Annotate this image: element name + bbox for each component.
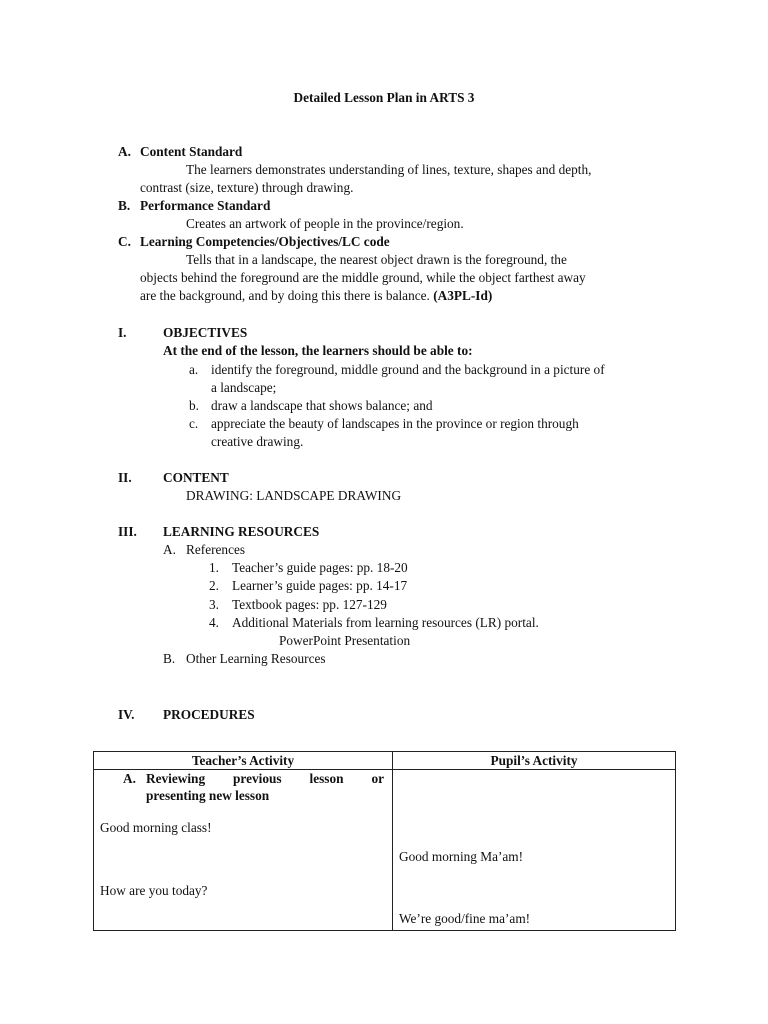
objective-a-line2: a landscape; (211, 380, 277, 395)
teacher-line: Good morning class! (100, 820, 212, 835)
teacher-line: How are you today? (100, 883, 208, 898)
resources-numeral: III. (118, 524, 137, 539)
objective-a-line1: identify the foreground, middle ground and the background in a picture of (211, 362, 605, 377)
teacher-activity-cell (94, 770, 393, 931)
reference-3-text: Textbook pages: pp. 127-129 (232, 597, 387, 612)
pupil-activity-cell (393, 770, 676, 931)
objective-c-line1: appreciate the beauty of landscapes in the province or region through (211, 416, 579, 431)
competency-code: (A3PL-Id) (433, 288, 493, 303)
section-c-text-line3: are the background, and by doing this there is balance. (140, 288, 430, 303)
section-c-heading: Learning Competencies/Objectives/LC code (140, 234, 390, 249)
pupil-activity-header: Pupil’s Activity (393, 752, 676, 770)
step-a-word: Reviewing (146, 771, 206, 786)
other-resources-heading: Other Learning Resources (186, 651, 326, 666)
section-c-label: C. (118, 234, 131, 249)
references-heading: References (186, 542, 246, 557)
procedures-heading: PROCEDURES (163, 707, 255, 722)
section-a-heading: Content Standard (140, 144, 243, 159)
reference-4-num: 4. (209, 615, 219, 630)
additional-materials-sub: PowerPoint Presentation (279, 633, 411, 648)
step-a-label: A. (123, 771, 136, 786)
objectives-numeral: I. (118, 325, 127, 340)
reference-1-num: 1. (209, 560, 219, 575)
objective-b-line1: draw a landscape that shows balance; and (211, 398, 433, 413)
reference-2-num: 2. (209, 578, 219, 593)
pupil-line: We’re good/fine ma’am! (399, 911, 531, 926)
reference-2-text: Learner’s guide pages: pp. 14-17 (232, 578, 408, 593)
table-row (94, 770, 676, 931)
objective-b-marker: b. (189, 398, 199, 413)
objective-c-line2: creative drawing. (211, 434, 304, 449)
section-b-text: Creates an artwork of people in the province/region. (186, 216, 464, 231)
step-a-title-line1 (146, 770, 384, 788)
section-a-text-line1: The learners demonstrates understanding of lines, texture, shapes and depth, (186, 162, 592, 177)
reference-3-num: 3. (209, 597, 219, 612)
reference-4-text: Additional Materials from learning resources (LR) portal. (232, 615, 539, 630)
reference-1-text: Teacher’s guide pages: pp. 18-20 (232, 560, 408, 575)
step-a-word: or (371, 771, 384, 786)
step-a-word: lesson (309, 771, 344, 786)
table-header-row (94, 752, 676, 770)
section-a-text-line2: contrast (size, texture) through drawing. (140, 180, 354, 195)
section-c-text-line2: objects behind the foreground are the middle ground, while the object farthest away (140, 270, 586, 285)
objective-a-marker: a. (189, 362, 199, 377)
other-resources-label: B. (163, 651, 176, 666)
section-c-text-line3-wrap (140, 287, 492, 305)
page-title: Detailed Lesson Plan in ARTS 3 (293, 90, 475, 105)
content-numeral: II. (118, 470, 132, 485)
teacher-activity-header: Teacher’s Activity (94, 752, 393, 770)
section-c-text-line1: Tells that in a landscape, the nearest object drawn is the foreground, the (186, 252, 567, 267)
pupil-line: Good morning Ma’am! (399, 849, 524, 864)
section-b-label: B. (118, 198, 131, 213)
procedures-numeral: IV. (118, 707, 135, 722)
references-label: A. (163, 542, 176, 557)
resources-heading: LEARNING RESOURCES (163, 524, 320, 539)
step-a-word: previous (233, 771, 282, 786)
section-b-heading: Performance Standard (140, 198, 271, 213)
section-a-label: A. (118, 144, 131, 159)
content-heading: CONTENT (163, 470, 229, 485)
content-text: DRAWING: LANDSCAPE DRAWING (186, 488, 402, 503)
step-a-title-line2: presenting new lesson (146, 788, 270, 803)
objectives-intro: At the end of the lesson, the learners should be able to: (163, 343, 473, 358)
procedures-table (93, 751, 676, 931)
objectives-heading: OBJECTIVES (163, 325, 248, 340)
objective-c-marker: c. (189, 416, 199, 431)
